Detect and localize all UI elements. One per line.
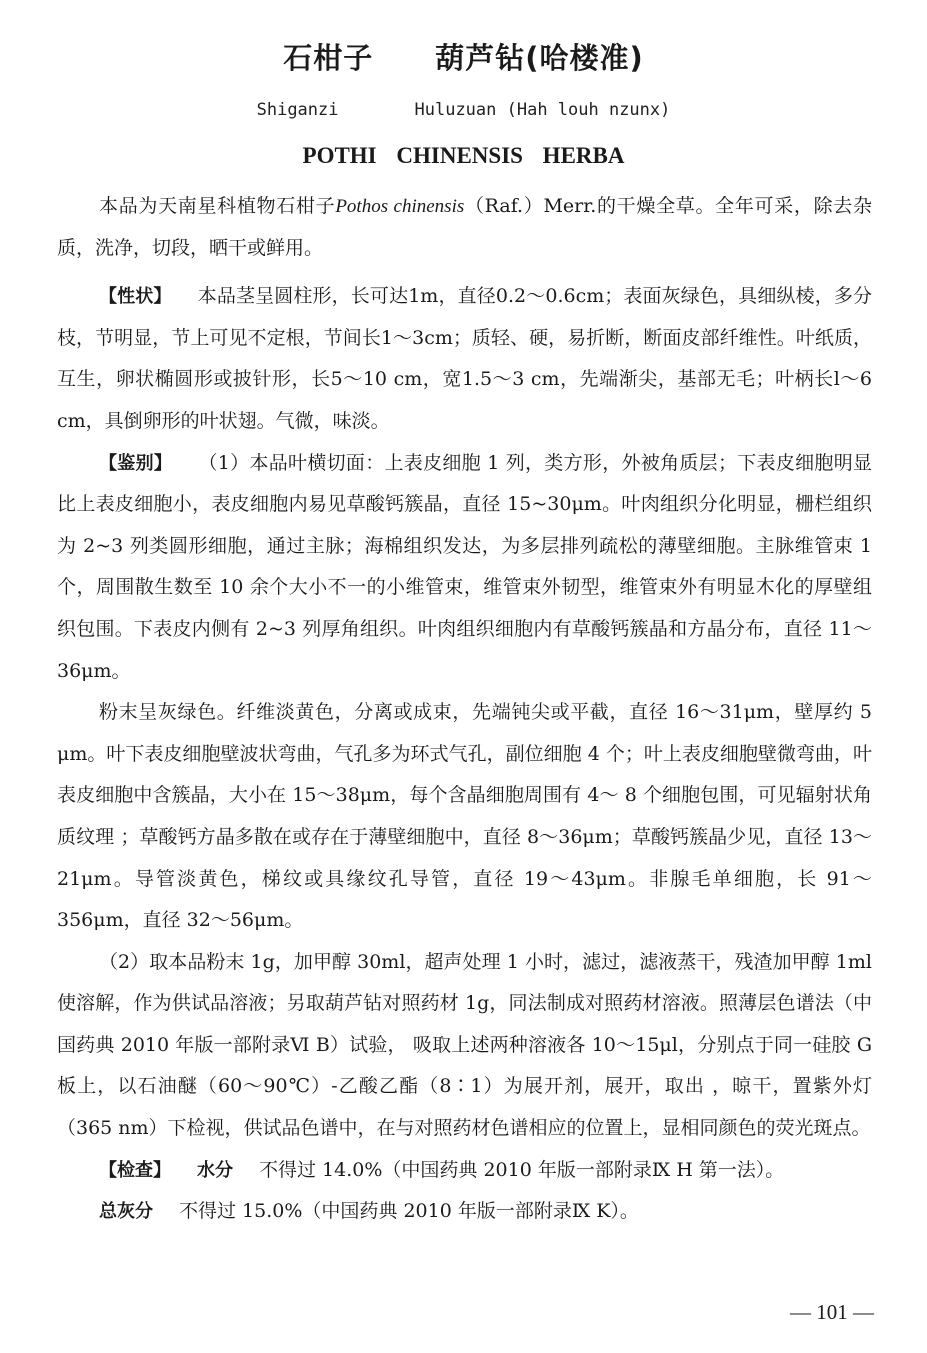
water-label: 水分 [197, 1159, 233, 1181]
jianbie-text-1: （1）本品叶横切面：上表皮细胞 1 列，类方形，外被角质层；下表皮细胞明显比上表皮细胞小，表皮细胞内易见草酸钙簇晶，直径 15~30μm。叶肉组织分化明显，栅栏组织为 2~3 列类圆形细胞，通过主脉；海棉组织发达，为多层排列疏松的薄壁细胞。主脉维管束 1 个，周围散生数至 10 余个大小不一的小维管束，维管束外韧型，维管束外有明显木化的厚壁组织包围。下表皮内侧有 2~3 列厚角组织。叶肉组织细胞内有草酸钙簇晶和方晶分布，直径 11～36μm。 [57, 451, 873, 682]
title-common-name: 石柑子 [283, 41, 374, 75]
jianbie-paragraph-3 [57, 942, 872, 1150]
xingzhuang-paragraph [57, 276, 872, 442]
title-zhuang-name: 葫芦钻(哈楼准) [435, 41, 644, 75]
page-number: — 101 — [790, 1300, 874, 1324]
jianbie-paragraph-1 [57, 443, 872, 693]
monograph-body [57, 186, 872, 1233]
ash-paragraph [57, 1191, 872, 1233]
jianbie-text-2: 粉末呈灰绿色。纤维淡黄色，分离或成束，先端钝尖或平截，直径 16～31μm，壁厚约 5 μm。叶下表皮细胞壁波状弯曲，气孔多为环式气孔，副位细胞 4 个；叶上表皮细胞壁微弯曲，叶表皮细胞中含簇晶，大小在 15～38μm，每个含晶细胞周围有 4～ 8 个细胞包围，可见辐射状角质纹理 ；草酸钙方晶多散在或存在于薄壁细胞中，直径 8～36μm；草酸钙簇晶少见，直径 13～21μm。导管淡黄色，梯纹或具缘纹孔导管，直径 19～43μm。非腺毛单细胞，长 91～356μm，直径 32～56μm。 [57, 701, 872, 932]
jianbie-label: 【鉴别】 [99, 452, 173, 474]
intro-paragraph [57, 186, 872, 269]
jiancha-label: 【检查】 [99, 1159, 171, 1181]
water-text: 不得过 14.0%（中国药典 2010 年版一部附录Ⅸ H 第一法）。 [259, 1158, 785, 1181]
latin-name: POTHI CHINENSIS HERBA [302, 143, 625, 168]
monograph-title [0, 36, 927, 77]
intro-post: （Raf.）Merr.的干燥全草。全年可采，除去杂质，洗净，切段，晒干或鲜用。 [57, 195, 872, 259]
pinyin-line [0, 100, 927, 120]
pinyin-common: Shiganzi [256, 100, 339, 120]
xingzhuang-text: 本品茎呈圆柱形，长可达1m，直径0.2～0.6cm；表面灰绿色，具细纵棱，多分枝，节明显，节上可见不定根，节间长1～3cm；质轻、硬，易折断，断面皮部纤维性。叶纸质，互生，卵状椭圆形或披针形，长5～10 cm，宽1.5～3 cm，先端渐尖，基部无毛；叶柄长l～6 cm，具倒卵形的叶状翅。气微，味淡。 [57, 285, 873, 432]
jianbie-paragraph-2 [57, 692, 872, 942]
pinyin-zhuang: Huluzuan (Hah louh nzunx) [414, 100, 671, 120]
ash-label: 总灰分 [99, 1201, 153, 1223]
species-name: Pothos chinensis [335, 196, 465, 217]
xingzhuang-label: 【性状】 [99, 286, 172, 308]
jianbie-text-3: （2）取本品粉末 1g，加甲醇 30ml，超声处理 1 小时，滤过，滤液蒸干，残渣加甲醇 1ml 使溶解，作为供试品溶液；另取葫芦钻对照药材 1g，同法制成对照药材溶液。照薄层色谱法（中国药典 2010 年版一部附录Ⅵ B）试验， 吸取上述两种溶液各 10～15μl，分别点于同一硅胶 G 板上，以石油醚（60～90℃）-乙酸乙酯（8∶1）为展开剂，展开，取出 ，晾干，置紫外灯（365 nm）下检视，供试品色谱中，在与对照药材色谱相应的位置上，显相同颜色的荧光斑点。 [57, 950, 872, 1140]
intro-pre: 本品为天南星科植物石柑子 [99, 195, 336, 217]
ash-text: 不得过 15.0%（中国药典 2010 年版一部附录Ⅸ K）。 [179, 1200, 639, 1223]
jiancha-paragraph [57, 1150, 872, 1192]
